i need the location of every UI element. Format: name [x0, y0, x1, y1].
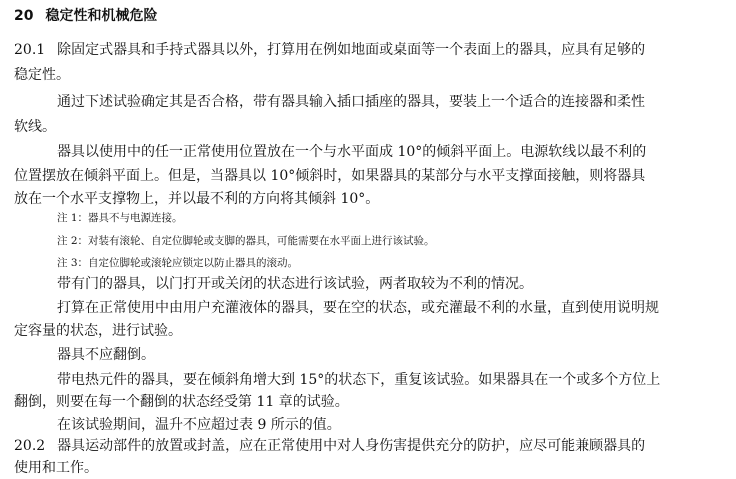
- clause-20-2-text-1: 器具运动部件的放置或封盖，应在正常使用中对人身伤害提供充分的防护，应尽可能兼顾器具的: [57, 438, 646, 454]
- clause-20-1-text-1: 除固定式器具和手持式器具以外，打算用在例如地面或桌面等一个表面上的器具，应具有足够的: [57, 42, 646, 58]
- clause-20-1-line-4: 软线。: [14, 119, 56, 135]
- clause-20-1-line-12: 带电热元件的器具，要在倾斜角增大到 15°的状态下，重复该试验。如果器具在一个或多个方位上: [57, 372, 661, 388]
- clause-20-1-line-9: 打算在正常使用中由用户充灌液体的器具，要在空的状态，或充灌最不利的水量，直到使用说明规: [57, 300, 659, 316]
- clause-20-1-line-11: 器具不应翻倒。: [57, 347, 155, 363]
- section-title: 稳定性和机械危险: [45, 8, 158, 24]
- clause-20-2-line-1: [14, 436, 645, 456]
- section-heading: [14, 6, 157, 26]
- note-3: 注 3：自定位脚轮或滚轮应锁定以防止器具的滚动。: [57, 257, 299, 269]
- clause-20-1-number: 20.1: [14, 42, 46, 58]
- clause-20-1-line-13: 翻倒，则要在每一个翻倒的状态经受第 11 章的试验。: [14, 394, 349, 410]
- section-number: 20: [14, 8, 34, 24]
- clause-20-1-line-1: [14, 40, 645, 60]
- clause-20-1-line-3: 通过下述试验确定其是否合格，带有器具输入插口插座的器具，要装上一个适合的连接器和柔性: [57, 94, 645, 110]
- note-1: 注 1：器具不与电源连接。: [57, 212, 183, 224]
- note-2: 注 2：对装有滚轮、自定位脚轮或支脚的器具，可能需要在水平面上进行该试验。: [57, 235, 435, 247]
- clause-20-1-line-5: 器具以使用中的任一正常使用位置放在一个与水平面成 10°的倾斜平面上。电源软线以最不利的: [57, 144, 647, 160]
- clause-20-1-line-8: 带有门的器具，以门打开或关闭的状态进行该试验，两者取较为不利的情况。: [57, 276, 533, 292]
- clause-20-1-line-6: 位置摆放在倾斜平面上。但是，当器具以 10°倾斜时，如果器具的某部分与水平支撑面接触，则将器具: [14, 168, 646, 184]
- clause-20-2-number: 20.2: [14, 438, 46, 454]
- clause-20-1-line-14: 在该试验期间，温升不应超过表 9 所示的值。: [57, 417, 341, 433]
- clause-20-1-line-10: 定容量的状态，进行试验。: [14, 323, 182, 339]
- clause-20-2-line-2: 使用和工作。: [14, 460, 98, 476]
- clause-20-1-line-2: 稳定性。: [14, 67, 70, 83]
- clause-20-1-line-7: 放在一个水平支撑物上，并以最不利的方向将其倾斜 10°。: [14, 191, 380, 207]
